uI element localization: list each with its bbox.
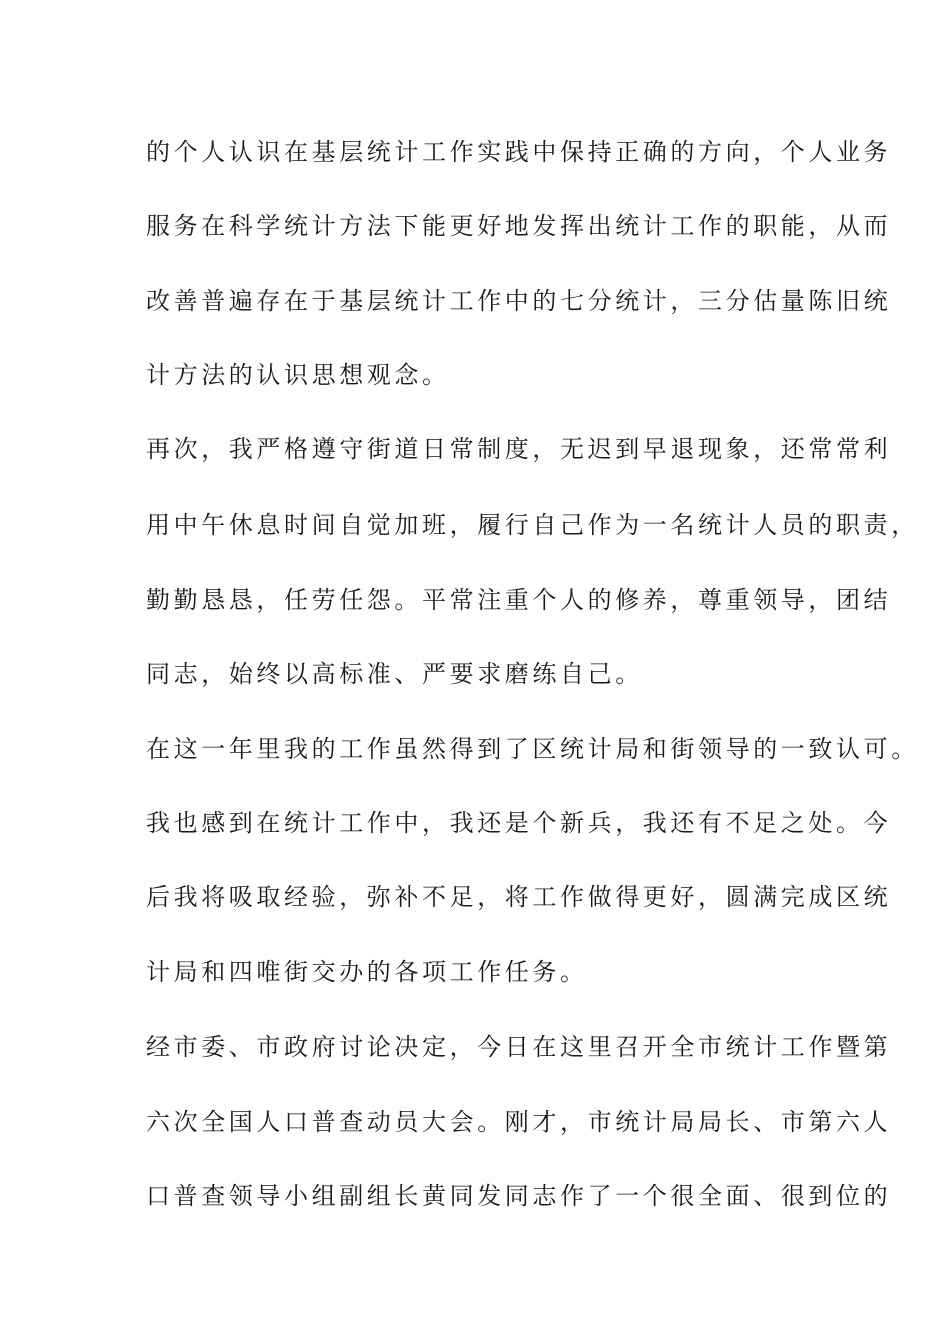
text-line: 用中午休息时间自觉加班，履行自己作为一名统计人员的职责， — [146, 511, 919, 539]
text-line: 六次全国人口普查动员大会。刚才，市统计局局长、市第六人 — [146, 1108, 892, 1136]
text-line: 后我将吸取经验，弥补不足，将工作做得更好，圆满完成区统 — [146, 883, 892, 911]
text-line: 改善普遍存在于基层统计工作中的七分统计，三分估量陈旧统 — [146, 287, 892, 315]
text-line: 我也感到在统计工作中，我还是个新兵，我还有不足之处。今 — [146, 809, 892, 837]
text-line: 同志，始终以高标准、严要求磨练自己。 — [146, 660, 643, 688]
text-line: 的个人认识在基层统计工作实践中保持正确的方向，个人业务 — [146, 138, 892, 166]
text-line: 口普查领导小组副组长黄同发同志作了一个很全面、很到位的 — [146, 1182, 892, 1210]
text-line: 计局和四唯街交办的各项工作任务。 — [146, 958, 588, 986]
text-line: 计方法的认识思想观念。 — [146, 361, 450, 389]
text-line: 在这一年里我的工作虽然得到了区统计局和街领导的一致认可。 — [146, 735, 919, 763]
text-line: 再次，我严格遵守街道日常制度，无迟到早退现象，还常常利 — [146, 435, 892, 463]
text-line: 勤勤恳恳，任劳任怨。平常注重个人的修养，尊重领导，团结 — [146, 586, 892, 614]
text-line: 服务在科学统计方法下能更好地发挥出统计工作的职能，从而 — [146, 212, 892, 240]
text-line: 经市委、市政府讨论决定，今日在这里召开全市统计工作暨第 — [146, 1033, 892, 1061]
